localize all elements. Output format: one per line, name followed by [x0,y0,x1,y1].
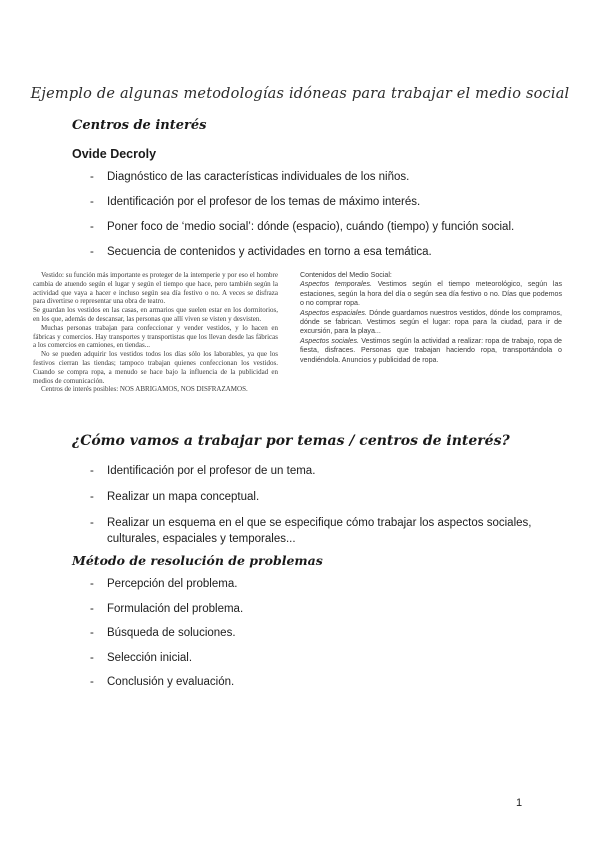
scanned-text-right [300,271,562,365]
list-item-text: Formulación del problema. [107,602,244,615]
scan-paragraph [300,309,562,337]
list-steps-centros [0,171,537,271]
list-item-text: Realizar un mapa conceptual. [107,491,260,503]
dash-bullet: - [90,578,94,590]
list-item [0,221,537,246]
scan-text: Dónde guardamos nuestros vestidos, dónde los compramos, dónde se fabrican. Vestimos según el lugar: ropa para la ciudad, para ir de excursión, para la playa... [300,308,563,336]
list-item [0,603,537,628]
dash-bullet: - [90,171,94,183]
author-name: Ovide Decroly [72,147,157,161]
scan-label: Aspectos temporales. [300,280,372,289]
section-heading-centros: Centros de interés [72,118,207,133]
scan-paragraph: Centros de interés posibles: NOS ABRIGAMOS, NOS DISFRAZAMOS. [41,385,248,394]
list-item-text: Identificación por el profesor de los temas de máximo interés. [107,196,421,208]
page-title: Ejemplo de algunas metodologías idóneas para trabajar el medio social [30,86,570,102]
dash-bullet: - [90,221,94,233]
dash-bullet: - [90,517,94,529]
list-steps-como [0,463,537,557]
scanned-text-left [33,271,278,394]
list-item [0,489,537,505]
scan-text: Vestimos según la actividad a realizar: ropa de trabajo, ropa de fiesta, disfraces. Personas que trabajan haciendo ropa, transportándola o vendiéndola. Anuncios y publicidad de ropa. [300,336,562,364]
dash-bullet: - [90,676,94,689]
list-item-text: Búsqueda de soluciones. [107,627,236,640]
list-steps-metodo [0,578,537,701]
list-item [0,196,537,221]
list-item-text: Conclusión y evaluación. [107,676,235,689]
list-item-text: Poner foco de ‘medio social’: dónde (espacio), cuándo (tiempo) y función social. [107,221,515,233]
list-item-text: Secuencia de contenidos y actividades en torno a esa temática. [107,246,432,258]
scan-paragraph [300,280,562,308]
list-item-text: Identificación por el profesor de un tema. [107,465,316,477]
list-item [0,627,537,652]
list-item-text: Diagnóstico de las características individuales de los niños. [107,171,410,183]
section-heading-metodo: Método de resolución de problemas [72,553,323,568]
list-item-text: Percepción del problema. [107,578,238,590]
page-number: 1 [516,797,523,809]
dash-bullet: - [90,491,94,503]
scan-paragraph [300,337,562,365]
scan-paragraph: No se pueden adquirir los vestidos todos los días sólo los laborables, ya que los festivos cierran las tiendas; tampoco trabajan quienes confeccionan los vestidos. Cuando se compra ropa, a menudo se hace bajo la influencia de la publicidad en medios de comunicación. [33,350,278,385]
scan-title: Contenidos del Medio Social: [300,271,392,279]
list-item [0,652,537,677]
dash-bullet: - [90,246,94,258]
list-item [0,676,537,701]
scan-paragraph: Vestido: su función más importante es proteger de la intemperie y por eso el hombre cambia de atuendo según el lugar y según el tiempo que hace, pero también según la actividad que vaya a hacer e incluso según sea día festivo o no. A veces se disfraza para divertirse o representar una obra de teatro. [33,271,278,306]
dash-bullet: - [90,465,94,477]
list-item-text: Selección inicial. [107,651,193,664]
dash-bullet: - [90,627,94,640]
list-item [0,515,537,547]
list-item [0,463,537,479]
scan-paragraph: Muchas personas trabajan para confeccionar y vender vestidos, y lo hacen en fábricas y comercios. Hay transportes y transportistas que los llevan desde las fábricas a los comercios en camiones, en tiendas... [33,323,278,350]
dash-bullet: - [90,196,94,208]
scan-text: Vestimos según el tiempo meteorológico, según las estaciones, según la hora del día o según sea día festivo o no. Días que podemos o no comprar ropa. [300,280,562,308]
list-item [0,171,537,196]
list-item-text: Realizar un esquema en el que se especifique cómo trabajar los aspectos sociales, culturales, espaciales y temporales... [107,517,532,545]
scan-label: Aspectos sociales. [300,336,359,345]
dash-bullet: - [90,602,94,615]
list-item [0,578,537,603]
list-item [0,246,537,271]
section-heading-como: ¿Cómo vamos a trabajar por temas / centros de interés? [72,433,510,449]
scan-label: Aspectos espaciales. [300,308,367,317]
dash-bullet: - [90,651,94,664]
scan-paragraph: Se guardan los vestidos en las casas, en armarios que suelen estar en los dormitorios, en los que, además de descansar, las personas que allí viven se visten y desvisten. [33,306,278,323]
